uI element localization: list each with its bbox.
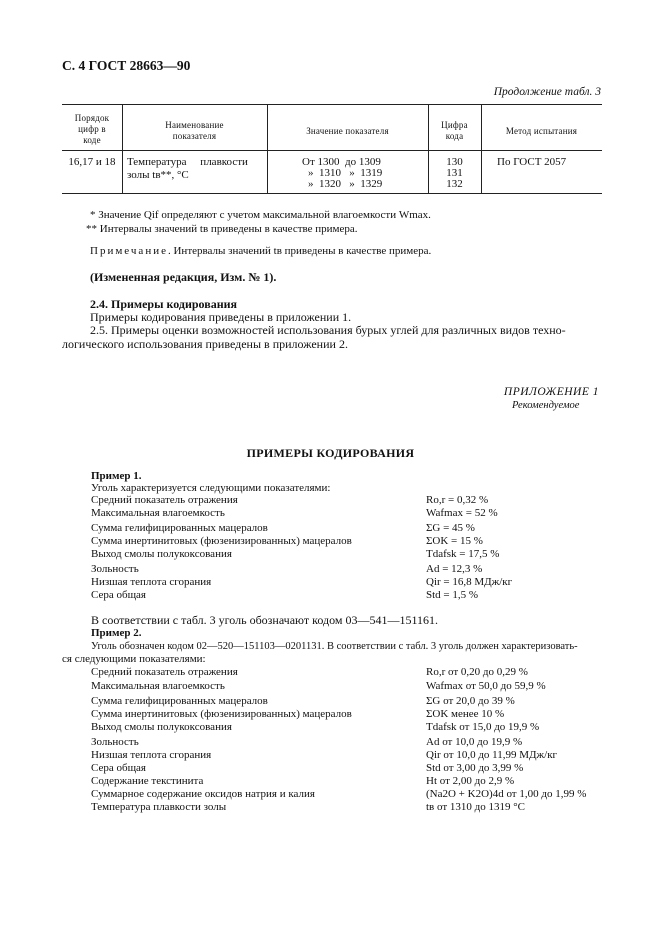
cell-order: 16,17 и 18 [68,156,116,168]
list-item-label: Суммарное содержание оксидов натрия и калия [91,788,315,800]
list-item-value: Std от 3,00 до 3,99 % [426,762,524,774]
section-title: ПРИМЕРЫ КОДИРОВАНИЯ [246,446,415,460]
list-item-label: Максимальная влагоемкость [91,507,225,519]
table-top-rule [62,104,602,105]
list-item-value: ΣG от 20,0 до 39 % [426,695,515,707]
list-item-value: Ad = 12,3 % [426,563,483,575]
list-item-value: tв от 1310 до 1319 °С [426,801,525,813]
table-col-divider [122,104,123,193]
list-item-label: Выход смолы полукоксования [91,721,232,733]
list-item-label: Сумма гелифицированных мацералов [91,695,268,707]
header-order: Порядок цифр в коде [74,113,110,145]
list-item-label: Сумма гелифицированных мацералов [91,522,268,534]
example-1-heading: Пример 1. [91,470,142,482]
section-2-4-text: Примеры кодирования приведены в приложении 1. [90,310,352,324]
list-item-label: Выход смолы полукоксования [91,548,232,560]
list-item-value: ΣOK = 15 % [426,535,483,547]
note: Примечание. Интервалы значений tв приведены в качестве примера. [90,245,432,257]
list-item-value: Qir = 16,8 МДж/кг [426,576,513,588]
table-col-divider [481,104,482,193]
example-2-intro-line2: ся следующими показателями: [62,653,206,665]
example-2-heading: Пример 2. [91,627,142,639]
list-item-label: Сумма инертинитовых (фюзенизированных) мацералов [91,535,352,547]
footnote-2: ** Интервалы значений tв приведены в качестве примера. [86,223,358,235]
list-item-value: ΣG = 45 % [426,522,475,534]
list-item-value: Wafmax от 50,0 до 59,9 % [426,680,546,692]
table-header-rule [62,150,602,151]
section-2-5-line2: логического использования приведены в приложении 2. [62,337,348,351]
list-item-label: Максимальная влагоемкость [91,680,225,692]
footnote-1: * Значение Qif определяют с учетом максимальной влагоемкости Wmax. [90,209,431,221]
list-item-value: Tdafsk от 15,0 до 19,9 % [426,721,540,733]
list-item-value: Ad от 10,0 до 19,9 % [426,736,523,748]
list-item-value: ΣOK менее 10 % [426,708,505,720]
amended-edition: (Измененная редакция, Изм. № 1). [90,270,277,284]
list-item-label: Сера общая [91,762,146,774]
cell-name: Температура плавкости золы tв**, °С [127,156,248,181]
header-digit: Цифра кода [441,120,468,141]
table-bottom-rule [62,193,602,194]
list-item-label: Содержание текстинита [91,775,204,787]
table-continuation-label: Продолжение табл. 3 [493,86,601,98]
page-header: С. 4 ГОСТ 28663—90 [62,58,191,73]
list-item-label: Зольность [91,563,139,575]
list-item-label: Средний показатель отражения [91,666,238,678]
list-item-value: Ht от 2,00 до 2,9 % [426,775,515,787]
list-item-value: Std = 1,5 % [426,589,479,601]
list-item-value: Ro,r = 0,32 % [426,494,489,506]
header-method: Метод испытания [505,126,578,136]
example-1-intro: Уголь характеризуется следующими показателями: [91,482,331,494]
list-item-label: Зольность [91,736,139,748]
list-item-label: Сера общая [91,589,146,601]
list-item-value: (Na2O + K2O)4d от 1,00 до 1,99 % [426,788,587,800]
section-2-5-line1: 2.5. Примеры оценки возможностей использования бурых углей для различных видов техно- [90,323,566,337]
list-item-value: Tdafsk = 17,5 % [426,548,500,560]
appendix-label: ПРИЛОЖЕНИЕ 1 [503,386,599,398]
list-item-label: Низшая теплота сгорания [91,576,212,588]
header-value: Значение показателя [306,126,389,136]
list-item-label: Температура плавкости золы [91,801,227,813]
example-2-intro-line1: Уголь обозначен кодом 02—520—151103—0201131. В соответствии с табл. 3 уголь должен характеризовать- [91,641,578,652]
cell-values: От 1300 до 1309 » 1310 » 1319 » 1320 » 1329 [302,156,383,190]
cell-method: По ГОСТ 2057 [497,156,567,168]
header-name: Наименование показателя [165,120,224,141]
list-item-value: Ro,r от 0,20 до 0,29 % [426,666,528,678]
list-item-value: Wafmax = 52 % [426,507,498,519]
list-item-label: Сумма инертинитовых (фюзенизированных) мацералов [91,708,352,720]
list-item-label: Низшая теплота сгорания [91,749,212,761]
example-1-conclusion: В соответствии с табл. 3 уголь обозначают кодом 03—541—151161. [91,613,438,627]
appendix-sublabel: Рекомендуемое [512,400,580,411]
table-col-divider [267,104,268,193]
cell-codes: 130 131 132 [446,156,463,190]
section-2-4-heading: 2.4. Примеры кодирования [90,297,238,311]
list-item-value: Qir от 10,0 до 11,99 МДж/кг [426,749,558,761]
list-item-label: Средний показатель отражения [91,494,238,506]
